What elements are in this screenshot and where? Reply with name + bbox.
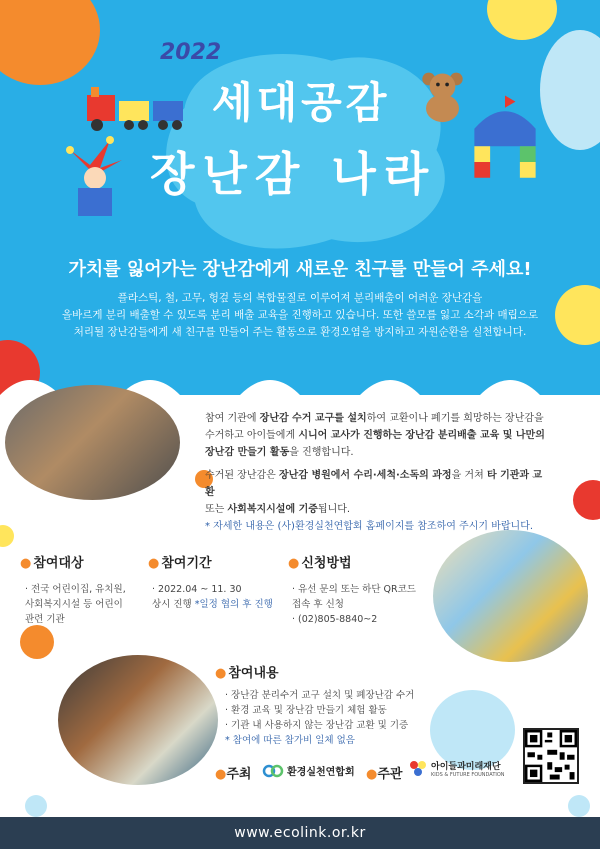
toy-repair-photo bbox=[58, 655, 218, 785]
target-section-body: · 전국 어린이집, 유치원, 사회복지시설 등 어린이 관련 기관 bbox=[25, 584, 126, 625]
program-description bbox=[205, 410, 550, 535]
organizer-label: ●주관 bbox=[366, 767, 403, 782]
deco-red-blob-right bbox=[573, 480, 600, 520]
deco-yellow-blob-left bbox=[0, 525, 14, 547]
host-label: ●주최 bbox=[215, 767, 252, 782]
target-section-title: ● 참여대상 bbox=[20, 556, 84, 571]
apply-section-body: · 유선 문의 또는 하단 QR코드 접속 후 신청 · (02)805-8840~2 bbox=[292, 584, 416, 625]
toy-train-icon bbox=[85, 85, 195, 135]
intro-line: 올바르게 분리 배출할 수 있도록 분리 배출 교육을 진행하고 있습니다. 또한 쓸모를 잃고 소각과 매립으로 bbox=[61, 309, 539, 321]
content-section-title: ● 참여내용 bbox=[215, 666, 279, 681]
footer-url[interactable]: www.ecolink.or.kr bbox=[0, 817, 600, 849]
teddy-bear-icon bbox=[415, 68, 470, 123]
deco-lightblue-blob-right bbox=[568, 795, 590, 817]
host-org-logo: 환경실천연합회 bbox=[262, 763, 355, 778]
children-toys-photo bbox=[433, 530, 588, 662]
title-line-2: 장난감 나라 bbox=[150, 147, 437, 201]
kids-future-logo-icon bbox=[408, 758, 428, 778]
bullet-dot-icon: ● bbox=[366, 767, 378, 782]
description-note: * 자세한 내용은 (사)환경실천연합회 홈페이지를 참조하여 주시기 바랍니다. bbox=[205, 521, 534, 532]
slogan-text: 가치를 잃어가는 장난감에게 새로운 친구를 만들어 주세요! bbox=[68, 259, 532, 280]
year-label: 2022 bbox=[160, 40, 222, 65]
apply-section-title: ● 신청방법 bbox=[288, 556, 352, 571]
bullet-dot-icon: ● bbox=[215, 767, 227, 782]
intro-paragraph bbox=[60, 290, 540, 341]
jester-toy-icon bbox=[60, 130, 130, 220]
period-section-body: · 2022.04 ~ 11. 30 상시 진행 *일정 협의 후 진행 bbox=[152, 584, 273, 610]
content-section-body: · 장난감 분리수거 교구 설치 및 폐장난감 수거 · 환경 교육 및 장난감 만들기 체험 활동 · 기관 내 사용하지 않는 장난감 교환 및 기증 * 참여에 따른 참가비 일체 없음 bbox=[225, 690, 415, 746]
bullet-dot-icon: ● bbox=[215, 666, 227, 681]
intro-line: 플라스틱, 철, 고무, 헝겊 등의 복합물질로 이루어져 분리배출이 어려운 장난감을 bbox=[117, 292, 483, 304]
deco-orange-blob-left bbox=[20, 625, 54, 659]
qr-code[interactable] bbox=[523, 728, 579, 784]
period-section-title: ● 참여기간 bbox=[148, 556, 212, 571]
bullet-dot-icon: ● bbox=[20, 556, 32, 571]
organizer-org-logo: 아이들과미래재단 KIDS & FUTURE FOUNDATION bbox=[408, 758, 505, 778]
bullet-dot-icon: ● bbox=[148, 556, 160, 571]
title-line-1: 세대공감 bbox=[212, 78, 391, 127]
intro-line: 처리될 장난감들에게 새 친구를 만들어 주는 활동으로 환경오염을 방지하고 자원순환을 실천합니다. bbox=[73, 326, 527, 338]
description-paragraph-1: 참여 기관에 장난감 수거 교구를 설치하여 교환이나 폐기를 희망하는 장난감을 수거하고 아이들에게 시니어 교사가 진행하는 장난감 분리배출 교육 및 나만의 장난감 만들기 활동을 진행합니다. bbox=[205, 413, 545, 458]
bullet-dot-icon: ● bbox=[288, 556, 300, 571]
description-paragraph-2: 수거된 장난감은 장난감 병원에서 수리·세척·소독의 과정을 거쳐 타 기관과 교환 또는 사회복지시설에 기증됩니다. bbox=[205, 470, 543, 515]
block-castle-icon bbox=[470, 90, 540, 185]
ecolink-logo-icon bbox=[262, 764, 284, 778]
classroom-photo bbox=[5, 385, 180, 500]
deco-lightblue-blob-left bbox=[25, 795, 47, 817]
